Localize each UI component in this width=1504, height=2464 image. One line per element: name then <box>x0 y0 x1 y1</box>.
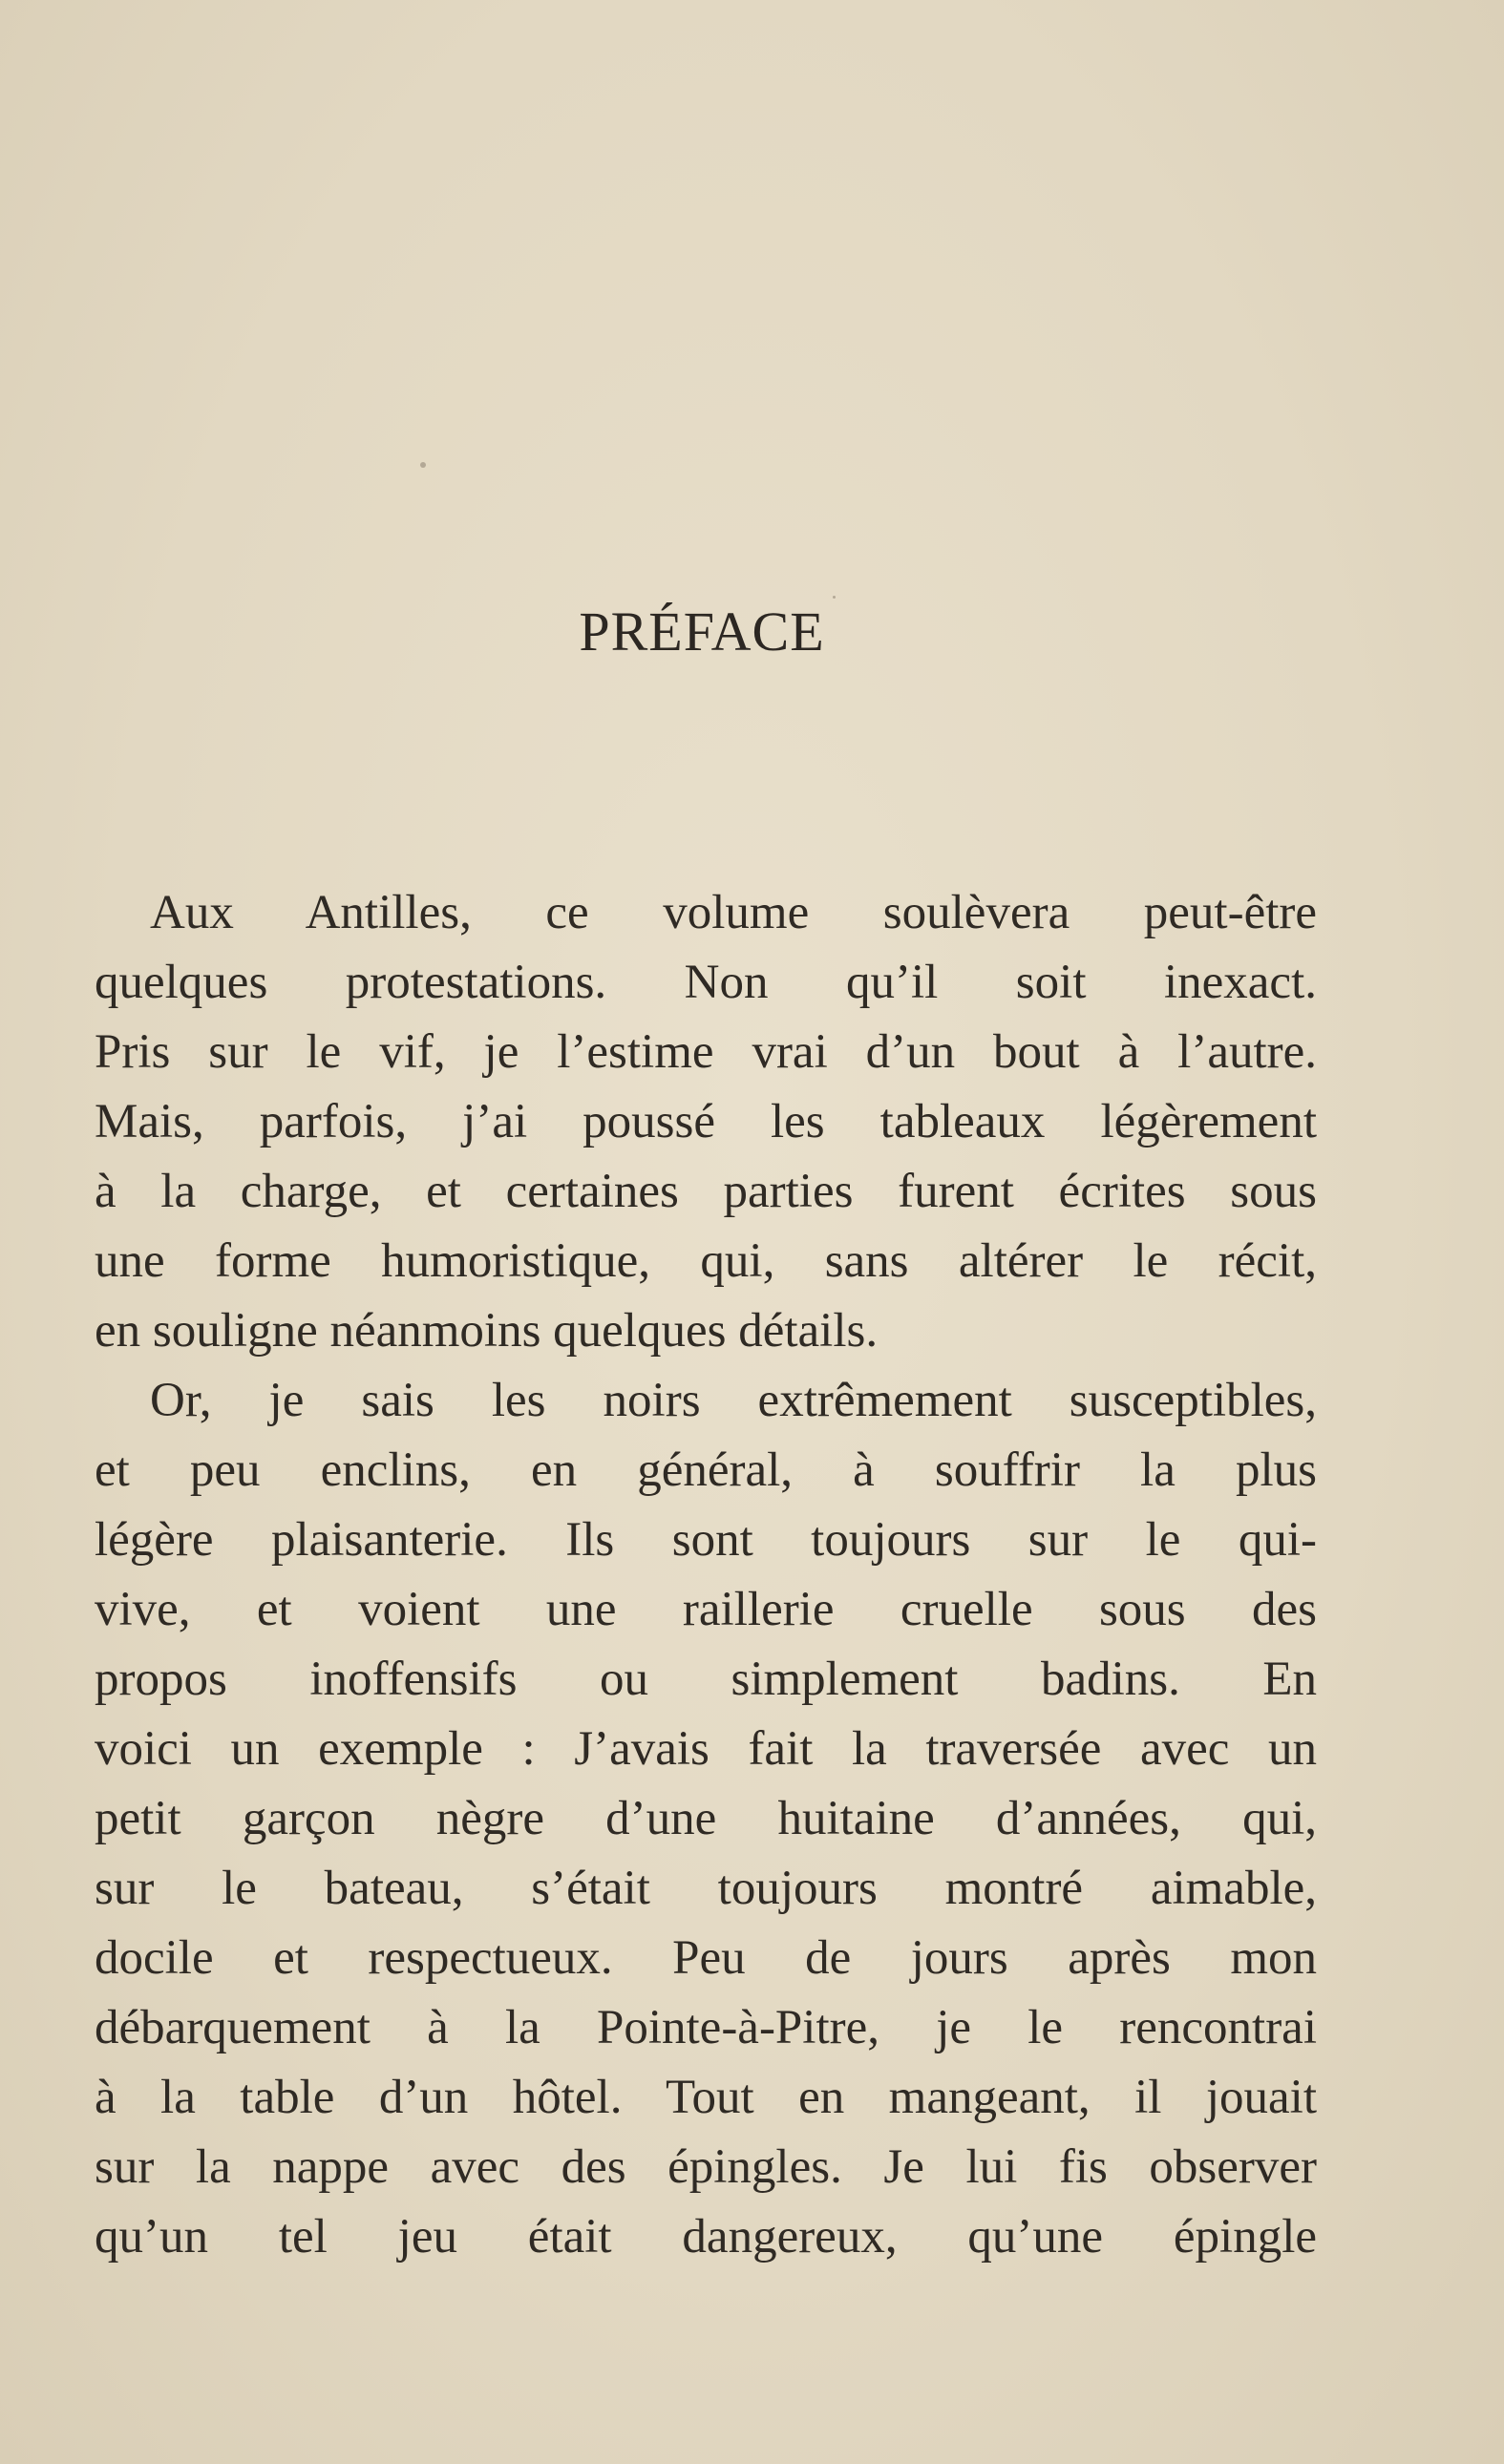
page-title: PRÉFACE <box>579 600 825 663</box>
text-line: une forme humoristique, qui, sans altérer le récit, <box>95 1234 1317 1288</box>
text-line: vive, et voient une raillerie cruelle sous des <box>95 1583 1317 1636</box>
text-line: petit garçon nègre d’une huitaine d’années, qui, <box>95 1792 1317 1845</box>
text-line: en souligne néanmoins quelques détails. <box>95 1304 879 1358</box>
text-line: sur le bateau, s’était toujours montré aimable, <box>95 1862 1317 1915</box>
paper-speck <box>420 462 426 468</box>
text-line: Or, je sais les noirs extrêmement susceptibles, <box>150 1374 1317 1427</box>
preface-body <box>95 878 1317 2272</box>
text-line: à la charge, et certaines parties furent écrites sous <box>95 1165 1317 1218</box>
text-line: Aux Antilles, ce volume soulèvera peut-être <box>150 886 1317 939</box>
text-line: débarquement à la Pointe-à-Pitre, je le rencontrai <box>95 2001 1317 2054</box>
text-line: docile et respectueux. Peu de jours après mon <box>95 1931 1317 1985</box>
text-line: qu’un tel jeu était dangereux, qu’une épingle <box>95 2210 1317 2264</box>
text-line: Pris sur le vif, je l’estime vrai d’un bout à l’autre. <box>95 1025 1317 1079</box>
text-line: propos inoffensifs ou simplement badins. En <box>95 1653 1317 1706</box>
paper-speck <box>833 596 836 599</box>
text-line: Mais, parfois, j’ai poussé les tableaux légèrement <box>95 1095 1317 1148</box>
text-line: quelques protestations. Non qu’il soit inexact. <box>95 956 1317 1009</box>
text-line: légère plaisanterie. Ils sont toujours sur le qui- <box>95 1513 1317 1567</box>
text-line: sur la nappe avec des épingles. Je lui fis observer <box>95 2140 1317 2194</box>
text-line: à la table d’un hôtel. Tout en mangeant, il jouait <box>95 2071 1317 2124</box>
text-line: et peu enclins, en général, à souffrir la plus <box>95 1443 1317 1497</box>
text-line: voici un exemple : J’avais fait la traversée avec un <box>95 1722 1317 1776</box>
